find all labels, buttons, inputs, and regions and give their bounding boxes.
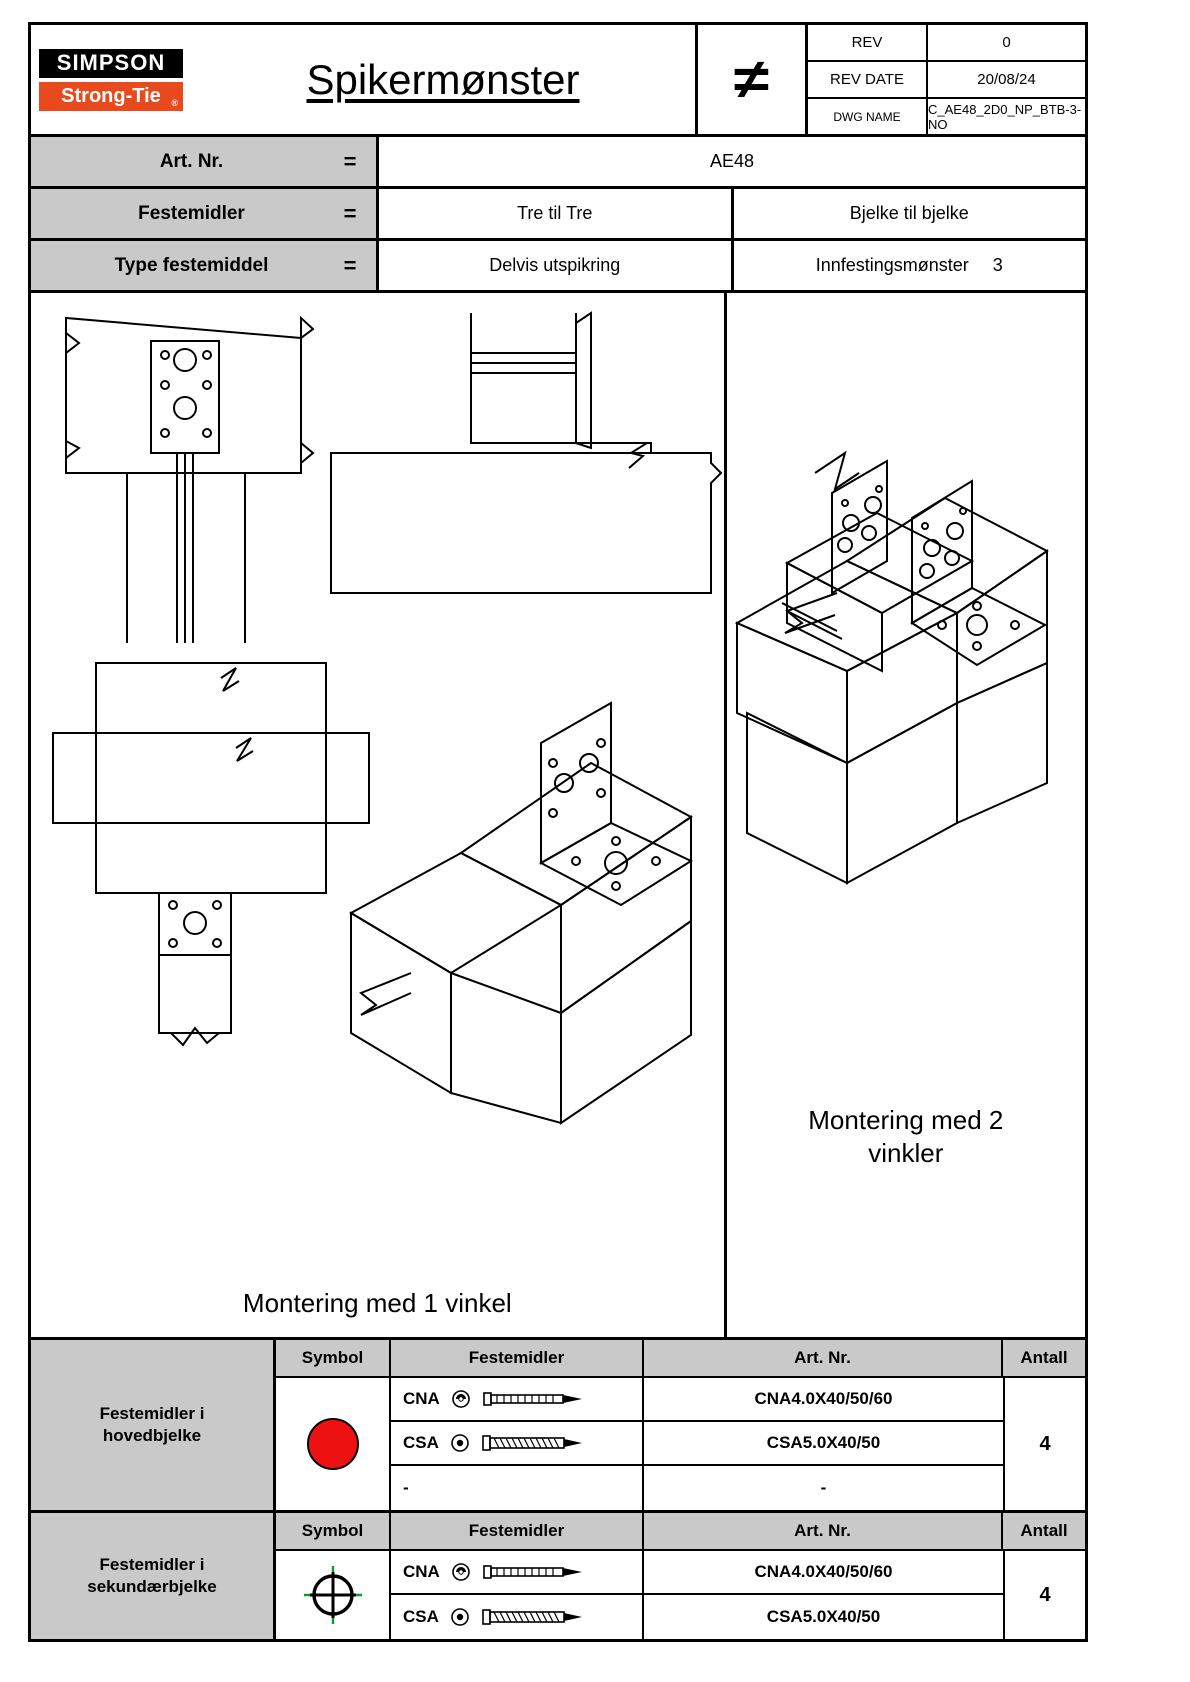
info-label-text: Art. Nr. [159, 150, 224, 172]
pattern-number: 3 [992, 255, 1003, 275]
info-value-material: Tre til Tre [379, 189, 734, 238]
fastener-rows-main-beam [391, 1378, 1003, 1510]
table-row [391, 1466, 1003, 1510]
antall-value-secondary-beam: 4 [1003, 1551, 1085, 1639]
article-number-cell: CNA4.0X40/50/60 [754, 1389, 893, 1408]
figure-one-angle [31, 293, 731, 1163]
header-symbol: Symbol [276, 1340, 391, 1376]
drawing-panel-two-angles [727, 293, 1085, 1337]
nail-icon [482, 1563, 590, 1581]
screw-icon [481, 1608, 589, 1626]
article-number-cell: CSA5.0X40/50 [766, 1607, 881, 1626]
equals-sign: = [343, 252, 357, 278]
logo-registered-mark: ® [171, 97, 178, 108]
secondary-beam-label-line2: sekundærbjelke [87, 1577, 217, 1596]
info-label-fastener-type [31, 241, 379, 290]
info-value-connection: Bjelke til bjelke [849, 203, 969, 223]
equals-sign: = [343, 200, 357, 226]
fastener-table-header [276, 1513, 1085, 1551]
info-label-fasteners [31, 189, 379, 238]
drawing-area [31, 293, 1085, 1340]
fastener-type-label: CNA [403, 1562, 440, 1581]
screw-head-icon [449, 1607, 471, 1627]
antall-value-main-beam: 4 [1003, 1378, 1085, 1510]
screw-head-icon [449, 1433, 471, 1453]
logo-simpson-text: SIMPSON [39, 49, 183, 78]
info-value-nailing: Delvis utspikring [379, 241, 734, 290]
fastener-rows-secondary-beam [391, 1551, 1003, 1639]
info-row-fasteners [31, 189, 1085, 241]
header-article-number: Art. Nr. [644, 1340, 1003, 1376]
fastener-type-label: - [403, 1478, 409, 1497]
table-row [391, 1551, 1003, 1595]
rev-date-label: REV DATE [808, 62, 928, 97]
info-label-text: Festemidler [138, 202, 245, 224]
nail-head-icon [450, 1389, 472, 1409]
fastener-table-rows [276, 1551, 1085, 1639]
fastener-table-main-beam [31, 1340, 1085, 1513]
figure-two-angles [727, 293, 1082, 973]
screw-icon [481, 1434, 589, 1452]
header-antall: Antall [1020, 1348, 1068, 1367]
logo-strongtie-label: Strong-Tie [61, 84, 161, 107]
symbol-cell-secondary-beam [276, 1551, 391, 1639]
logo-strongtie-text [39, 82, 183, 111]
fastener-type-cell [391, 1551, 644, 1593]
sheet-title [191, 25, 695, 134]
info-label-article-number [31, 137, 379, 186]
article-number-cell: - [820, 1478, 827, 1497]
not-equal-symbol-cell [698, 25, 808, 134]
symbol-cell-main-beam [276, 1378, 391, 1510]
nail-icon [482, 1390, 590, 1408]
table-row [391, 1378, 1003, 1422]
fastener-type-label: CNA [403, 1389, 440, 1408]
main-beam-label-line1: Festemidler i [99, 1403, 205, 1423]
fastener-type-cell [391, 1595, 644, 1639]
fastener-type-cell [391, 1466, 644, 1510]
header-antall: Antall [1020, 1521, 1068, 1540]
info-row-fastener-type [31, 241, 1085, 293]
fastener-type-label: CSA [403, 1607, 439, 1626]
pattern-label: Innfestingsmønster [815, 255, 969, 275]
red-circle-icon [307, 1418, 359, 1470]
dwg-name-row [808, 99, 1085, 134]
revision-date-row [808, 62, 1085, 99]
info-row-article-number [31, 137, 1085, 189]
fastener-type-cell [391, 1422, 644, 1464]
table-row [391, 1422, 1003, 1466]
fastener-table-secondary-beam-body [276, 1513, 1085, 1639]
caption-two-angles-line1: Montering med 2 [808, 1105, 1004, 1135]
secondary-beam-label-line1: Festemidler i [99, 1554, 205, 1574]
equals-sign: = [343, 148, 357, 174]
header-festemidler: Festemidler [391, 1513, 644, 1549]
drawing-panel-one-angle [31, 293, 727, 1337]
revision-table [808, 25, 1085, 134]
fastener-table-secondary-beam [31, 1513, 1085, 1639]
crosshair-icon [302, 1564, 364, 1626]
title-block [31, 25, 1085, 137]
fastener-table-secondary-beam-label [31, 1513, 276, 1639]
caption-two-angles-line2: vinkler [868, 1137, 944, 1168]
header-article-number: Art. Nr. [644, 1513, 1003, 1549]
nail-head-icon [450, 1562, 472, 1582]
header-symbol: Symbol [276, 1513, 391, 1549]
revision-row [808, 25, 1085, 62]
not-equal-icon: ≠ [733, 47, 770, 111]
header-festemidler: Festemidler [391, 1340, 644, 1376]
info-value-pattern [734, 241, 1086, 290]
fastener-table-header [276, 1340, 1085, 1378]
fastener-type-cell [391, 1378, 644, 1420]
dwg-name-label: DWG NAME [808, 99, 928, 134]
fastener-table-main-beam-body [276, 1340, 1085, 1510]
article-number-cell: CSA5.0X40/50 [766, 1433, 881, 1452]
fastener-table-rows [276, 1378, 1085, 1510]
info-label-text: Type festemiddel [114, 254, 269, 276]
caption-one-angle: Montering med 1 vinkel [242, 1288, 512, 1318]
main-beam-label-line2: hovedbjelke [102, 1426, 202, 1445]
simpson-strong-tie-logo [31, 25, 191, 134]
article-number-cell: CNA4.0X40/50/60 [754, 1562, 893, 1581]
fastener-type-label: CSA [403, 1433, 439, 1452]
caption-two-angles [727, 1104, 1085, 1169]
rev-date-value: 20/08/24 [977, 71, 1036, 88]
dwg-name-value: C_AE48_2D0_NP_BTB-3-NO [928, 101, 1082, 132]
info-value-article-number: AE48 [709, 151, 755, 171]
rev-value: 0 [1002, 34, 1011, 51]
revision-block [695, 25, 1085, 134]
technical-drawing-sheet [28, 22, 1088, 1642]
sheet-title-text: Spikermønster [306, 55, 580, 103]
fastener-table-main-beam-label [31, 1340, 276, 1510]
table-row [391, 1595, 1003, 1639]
rev-label: REV [808, 25, 928, 60]
